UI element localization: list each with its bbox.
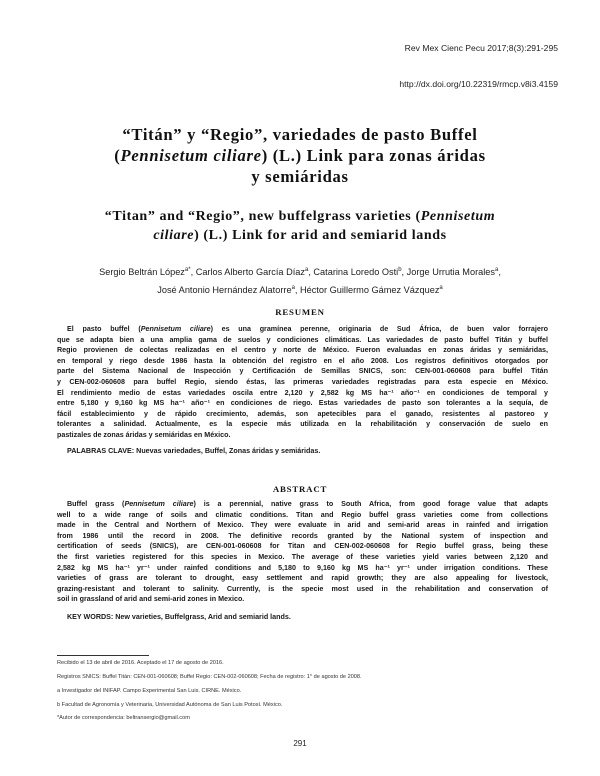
doi-link[interactable]: http://dx.doi.org/10.22319/rmcp.v8i3.4159: [399, 79, 558, 89]
text-line: soil in grassland of arid and semi-arid zones in Mexico.: [57, 595, 245, 604]
spanish-title-line-1: “Titán” y “Regio”, variedades de pasto Buffel: [122, 125, 478, 144]
author-list: [80, 262, 520, 298]
abstract-heading: ABSTRACT: [272, 484, 328, 494]
species-name-italic: Pennisetum ciliare: [140, 325, 211, 333]
text-line: certification of seeds (SNICS), are CEN-001-060608 for Titan and CEN-002-060608 for Regio buffel grass, being these: [57, 542, 548, 551]
author-name: José Antonio Hernández Alatorre: [157, 285, 292, 296]
text-line: grazing-resistant and tolerant to salinity. Currently, is the specie most used in the rehabilitation and conservation of: [57, 584, 548, 593]
text-line: parte del Sistema Nacional de Inspección y Certificación de Semillas SNICS, son: CEN-001-060608 para buffel Titán: [57, 367, 548, 376]
footnote-divider: [57, 655, 149, 656]
spanish-title-line-3: y semiáridas: [251, 167, 349, 186]
author-name: Jorge Urrutia Morales: [406, 267, 495, 278]
text-line: fácil establecimiento y de rápido crecimiento, además, son apetecibles para el ganado, resistentes al pastoreo y: [57, 409, 548, 418]
english-title-rest: ) (L.) Link for arid and semiarid lands: [194, 228, 447, 243]
key-words: KEY WORDS: New varieties, Buffelgrass, Arid and semiarid lands.: [67, 613, 291, 621]
text-line: El rendimiento medio de estas variedades oscila entre 2,120 y 2,582 kg MS ha⁻¹ año⁻¹ en condiciones de temporal y: [57, 388, 548, 397]
text-line: Regio provienen de colectas realizadas en el centro y norte de México. Fueron evaluadas en zonas áridas y semiáridas,: [57, 346, 548, 355]
text-line: tolerantes a salinidad. Actualmente, es la especie más utilizada en la rehabilitación y conservación de suelo en: [57, 420, 548, 429]
palabras-clave: PALABRAS CLAVE: Nuevas variedades, Buffel, Zonas áridas y semiáridas.: [67, 447, 321, 455]
author-name: Sergio Beltrán López: [99, 267, 185, 278]
text-line: Buffel grass (Pennisetum ciliare) is a perennial, native grass to South Africa, from good forage value that adapts: [67, 500, 548, 508]
affiliation-mark: a: [304, 267, 309, 273]
text-line: made in the Central and Northern of Mexico. They were evaluate in arid and semi-arid areas in rainfed and irrigation: [57, 521, 548, 530]
text-line: well to a wide range of soils and climatic conditions. Titan and Regio buffel grass varieties come from collections: [57, 510, 548, 519]
text-line: El pasto buffel (Pennisetum ciliare) es una gramínea perenne, originaria de Sud África, de buen valor forrajero: [67, 325, 548, 333]
affiliation-mark: a*: [184, 267, 191, 273]
resumen-heading: RESUMEN: [275, 307, 325, 317]
text-line: pastizales de zonas áridas y semiáridas en México.: [57, 430, 231, 439]
species-name-italic: Pennisetum ciliare: [124, 500, 194, 508]
resumen-body: [57, 324, 548, 441]
text-line: que se adapta bien a una amplia gama de suelos y condiciones climáticas. Las variedades de pasto buffel Titán y buffel: [57, 335, 548, 344]
footnote-affiliation-a: a Investigador del INIFAP. Campo Experimental San Luis. CIRNE. México.: [57, 688, 242, 694]
text-line: 2,582 kg MS ha⁻¹ yr⁻¹ under rainfed conditions and 5,180 to 9,160 kg MS ha⁻¹ yr⁻¹ under irrigation conditions. These: [57, 563, 548, 572]
affiliation-mark: a: [439, 285, 443, 292]
text-line: entre 5,180 y 9,160 kg MS ha⁻¹ año⁻¹ en condiciones de riego. Estas variedades de pasto son tolerantes a la sequía, de: [57, 399, 548, 408]
title-line-2-rest: ) (L.) Link para zonas áridas: [261, 146, 486, 165]
text-line: varieties of grass are tolerant to drought, easy settlement and rapid growth; they are also appealing for livestock,: [57, 574, 548, 583]
author-line-1: Sergio Beltrán López$^{a*}$, Carlos Alberto García Díaz$^a$, Catarina Loredo Osti$^b$, Jorge Urrutia Morales$^a$,: [99, 267, 501, 278]
species-epithet-italic: ciliare: [153, 228, 195, 243]
species-name-italic: Pennisetum ciliare: [120, 146, 262, 165]
footnote-received: Recibido el 13 de abril de 2016. Aceptado el 17 de agosto de 2016.: [57, 660, 224, 666]
spanish-title: [60, 124, 540, 187]
text-line: the first varieties registered for this species in Mexico. The average of these varieties yield varies between 2,120 and: [57, 552, 548, 561]
text-line: y CEN-002-060608 para buffel Regio, siendo éstas, las primeras variedades registradas para esta especie en México.: [57, 377, 548, 386]
affiliation-mark: b: [398, 267, 402, 273]
species-genus-italic: Pennisetum: [420, 209, 496, 224]
spanish-title-line-2: [60, 145, 540, 166]
journal-citation: Rev Mex Cienc Pecu 2017;8(3):291-295: [404, 43, 558, 53]
english-title-line-2: [60, 226, 540, 245]
footnote-corresponding-author: *Autor de correspondencia: beltransergio@gmail.com: [57, 715, 190, 721]
page-number: 291: [293, 739, 307, 748]
title-paren-open: (: [114, 146, 121, 165]
abstract-body: [57, 499, 548, 605]
author-name: Carlos Alberto García Díaz: [195, 267, 305, 278]
author-name: Héctor Guillermo Gámez Vázquez: [300, 285, 440, 296]
author-name: Catarina Loredo Osti: [313, 267, 399, 278]
english-title: [60, 207, 540, 245]
affiliation-mark: a: [291, 285, 295, 292]
text-line: from 1986 until the record in 2008. The definitive records granted by the National system of inspection and: [57, 531, 548, 540]
english-title-line-1: [60, 207, 540, 226]
author-line-2: José Antonio Hernández Alatorre$^a$, Héctor Guillermo Gámez Vázquez$^a$: [157, 285, 443, 296]
english-title-text: “Titan” and “Regio”, new buffelgrass varieties (: [104, 209, 421, 224]
affiliation-mark: a: [495, 267, 499, 273]
footnote-affiliation-b: b Facultad de Agronomía y Veterinaria, Universidad Autónoma de San Luis Potosí. México.: [57, 702, 283, 708]
text-line: en temporal y riego desde 1986 hasta la obtención del registro en el año 2008. Los registros definitivos otorgados por: [57, 356, 548, 365]
footnote-registry: Registros SNICS: Buffel Titán: CEN-001-060608; Buffel Regio: CEN-002-060608; Fecha de registro: 1° de agosto de 2008.: [57, 674, 362, 680]
